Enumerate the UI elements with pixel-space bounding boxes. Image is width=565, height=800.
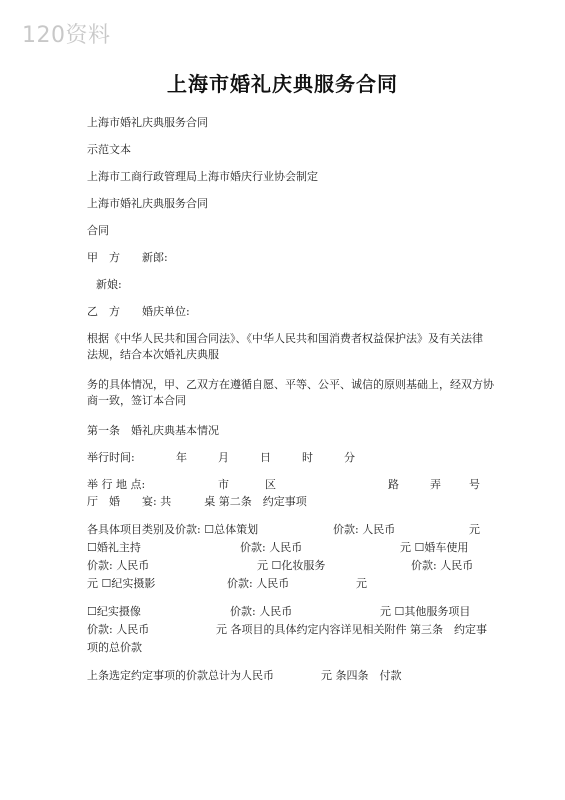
header-line-title: 上海市婚礼庆典服务合同 [87, 116, 208, 129]
header-line-issuer: 上海市工商行政管理局上海市婚庆行业协会制定 [87, 170, 318, 183]
item-host: ☐婚礼主持 [87, 541, 141, 554]
article-1-heading: 第一条 婚礼庆典基本情况 [87, 424, 219, 437]
place-city: 市 [218, 478, 229, 491]
place-road: 路 [388, 478, 399, 491]
item-makeup-price-label: 价款: 人民币 [411, 559, 474, 572]
item-overall-planning: 各具体项目类别及价款: ☐总体策划 [87, 523, 259, 536]
item-photo-price-label: 价款: 人民币 [227, 577, 290, 590]
basis-paragraph-line2: 法规，结合本次婚礼庆典服 [87, 348, 219, 361]
time-month: 月 [218, 451, 229, 464]
document-title: 上海市婚礼庆典服务合同 [167, 72, 398, 96]
article-4-payment: 元 条四条 付款 [321, 669, 402, 682]
item-overall-yuan: 元 [469, 523, 480, 536]
hall-banquet-line: 厅 婚 宴: 共 桌 第二条 约定事项 [87, 495, 307, 508]
place-label: 举 行 地 点: [87, 478, 146, 491]
header-line-sample: 示范文本 [87, 143, 131, 156]
header-line-contract: 合同 [87, 224, 109, 237]
item-photo-yuan: 元 [356, 577, 367, 590]
item-host-price-label: 价款: 人民币 [240, 541, 303, 554]
basis-paragraph-line4: 商一致，签订本合同 [87, 394, 186, 407]
time-year: 年 [176, 451, 187, 464]
watermark-logo-text: 120资料 [22, 23, 111, 48]
item-overall-price-label: 价款: 人民币 [333, 523, 396, 536]
place-number: 号 [469, 478, 480, 491]
header-line-title-repeat: 上海市婚礼庆典服务合同 [87, 197, 208, 210]
total-price-line: 上条选定约定事项的价款总计为人民币 [87, 669, 274, 682]
item-photography: 元 ☐纪实摄影 [87, 577, 156, 590]
item-makeup: 元 ☐化妆服务 [257, 559, 326, 572]
basis-paragraph-line3: 务的具体情况，甲、乙双方在遵循自愿、平等、公平、诚信的原则基础上，经双方协 [87, 378, 494, 391]
party-b-company: 乙 方 婚庆单位: [87, 305, 190, 318]
article-3-continuation: 项的总价款 [87, 641, 142, 654]
item-other-services: 元 ☐其他服务项目 [380, 605, 471, 618]
time-label: 举行时间: [87, 451, 135, 464]
annex-and-article-3: 元 各项目的具体约定内容详见相关附件 第三条 约定事 [216, 623, 487, 636]
item-video-price-label: 价款: 人民币 [230, 605, 293, 618]
time-minute: 分 [344, 451, 355, 464]
time-day: 日 [260, 451, 271, 464]
party-a-groom: 甲 方 新郎: [87, 251, 168, 264]
basis-paragraph-line1: 根据《中华人民共和国合同法》、《中华人民共和国消费者权益保护法》及有关法律 [87, 332, 483, 345]
item-car-price-label: 价款: 人民币 [87, 559, 150, 572]
place-district: 区 [265, 478, 276, 491]
item-other-price-label: 价款: 人民币 [87, 623, 150, 636]
item-videography: ☐纪实摄像 [87, 605, 141, 618]
party-a-bride: 新娘: [96, 278, 122, 291]
place-lane: 弄 [430, 478, 441, 491]
time-hour: 时 [302, 451, 313, 464]
item-wedding-car: 元 ☐婚车使用 [400, 541, 469, 554]
